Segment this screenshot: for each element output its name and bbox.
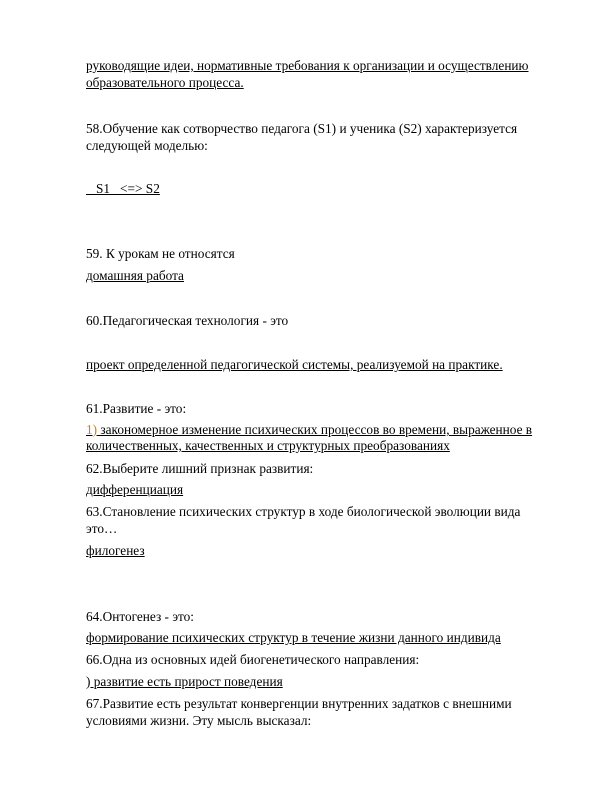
answer-64: формирование психических структур в течение жизни данного индивида: [86, 630, 501, 645]
question-58-cont: следующей моделью:: [86, 138, 208, 153]
question-66: 66.Одна из основных идей биогенетического направления:: [86, 652, 420, 667]
answer-66: [86, 674, 283, 690]
answer-59: домашняя работа: [86, 268, 184, 283]
question-63-cont: это…: [86, 521, 118, 536]
answer-61-text: закономерное изменение психических процессов во времени, выраженное в: [97, 422, 533, 437]
question-62: 62.Выберите лишний признак развития:: [86, 461, 314, 476]
answer-62: дифференциация: [86, 482, 184, 497]
answer-60: проект определенной педагогической системы, реализуемой на практике.: [86, 357, 503, 372]
answer-text: образовательного процесса.: [86, 75, 244, 90]
question-67: 67.Развитие есть результат конвергенции внутренних задатков с внешними: [86, 696, 512, 711]
question-59: 59. К урокам не относятся: [86, 246, 235, 261]
answer-61: [86, 422, 532, 438]
answer-66-prefix: ): [86, 674, 91, 689]
answer-58: S1 <=> S2: [86, 181, 160, 196]
answer-text: руководящие идеи, нормативные требования к организации и осуществлению: [86, 58, 529, 73]
question-58: 58.Обучение как сотворчество педагога (S1) и ученика (S2) характеризуется: [86, 121, 518, 136]
question-67-cont: условиями жизни. Эту мысль высказал:: [86, 713, 312, 728]
answer-63: филогенез: [86, 543, 145, 558]
question-61: 61.Развитие - это:: [86, 401, 187, 416]
answer-61-number: 1): [86, 422, 98, 437]
question-63: 63.Становление психических структур в ходе биологической эволюции вида: [86, 504, 521, 519]
answer-61-cont: количественных, качественных и структурных преобразованиях: [86, 438, 450, 453]
question-64: 64.Онтогенез - это:: [86, 609, 194, 624]
question-60: 60.Педагогическая технология - это: [86, 313, 289, 328]
answer-66-text: развитие есть прирост поведения: [90, 674, 283, 689]
